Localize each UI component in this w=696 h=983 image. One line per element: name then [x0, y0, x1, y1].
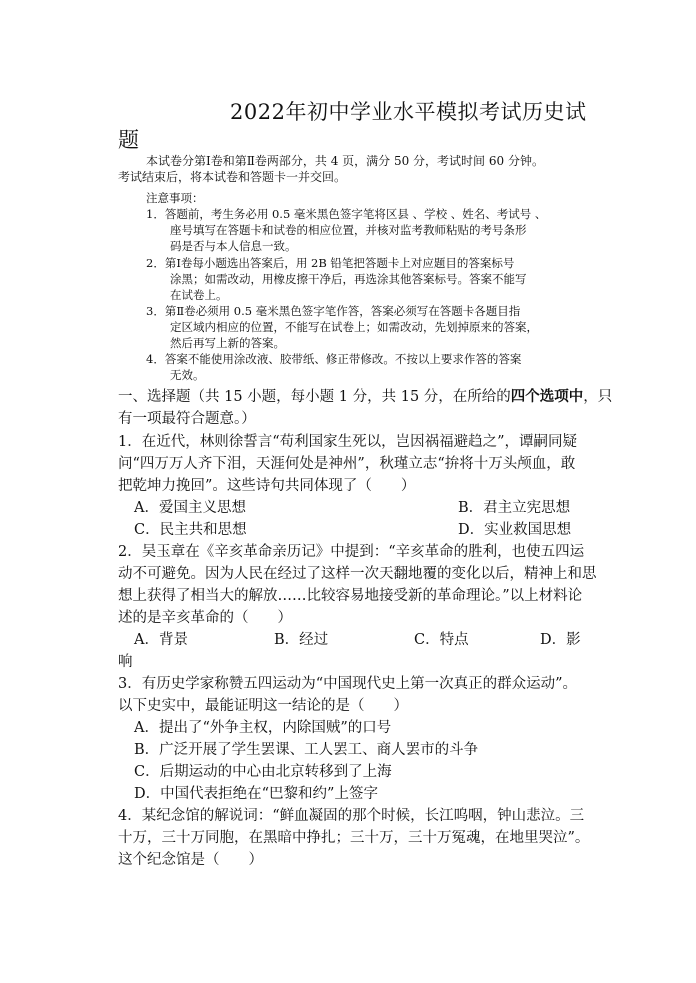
- q1-option-d: D．实业救国思想: [458, 522, 572, 538]
- note-1-line2: 座号填写在答题卡和试卷的相应位置，并核对监考教师粘贴的考号条形: [170, 223, 527, 237]
- q3-stem-line2: 以下史实中，最能证明这一结论的是（ ）: [118, 698, 408, 714]
- q2-stem-line2: 动不可避免。因为人民在经过了这样一次天翻地覆的变化以后，精神上和思: [118, 566, 597, 582]
- q2-option-d-continued: 响: [118, 654, 133, 670]
- section1-heading-post: ，只: [583, 389, 613, 405]
- q1-option-c: C．民主共和思想: [134, 522, 247, 538]
- q1-stem-line2: 问“四万万人齐下泪，天涯何处是神州”，秋瑾立志“拚将十万头颅血，敢: [118, 456, 576, 472]
- note-3-line1: 3．第Ⅱ卷必须用 0.5 毫米黑色签字笔作答，答案必须写在答题卡各题目指: [146, 304, 521, 318]
- notes-heading: 注意事项：: [146, 191, 204, 205]
- q1-stem-line3: 把乾坤力挽回”。这些诗句共同体现了（ ）: [118, 478, 416, 494]
- q2-option-a: A．背景: [134, 632, 188, 648]
- exam-title-line2: 题: [118, 128, 139, 152]
- section1-heading-bold: 四个选项中: [510, 388, 584, 405]
- q1-option-b: B．君主立宪思想: [458, 500, 571, 516]
- section1-heading-pre: 一、选择题（共 15 小题，每小题 1 分，共 15 分，在所给的: [118, 389, 511, 405]
- q4-stem-line1: 4．某纪念馆的解说词：“鲜血凝固的那个时候，长江呜咽，钟山悲泣。三: [118, 808, 585, 824]
- q4-stem-line2: 十万，三十万同胞，在黑暗中挣扎；三十万，三十万冤魂，在地里哭泣”。: [118, 830, 590, 846]
- q2-option-d: D．影: [540, 632, 581, 648]
- intro-line2: 考试结束后，将本试卷和答题卡一并交回。: [118, 170, 347, 184]
- exam-title-line1: 2022年初中学业水平模拟考试历史试: [230, 100, 587, 124]
- note-4-line1: 4．答案不能使用涂改液、胶带纸、修正带修改。不按以上要求作答的答案: [146, 352, 522, 366]
- intro-line1: 本试卷分第Ⅰ卷和第Ⅱ卷两部分，共 4 页，满分 50 分，考试时间 60 分钟。: [146, 154, 544, 168]
- note-3-line3: 然后再写上新的答案。: [170, 336, 285, 350]
- note-2-line2: 涂黑；如需改动，用橡皮擦干净后，再选涂其他答案标号。答案不能写: [170, 272, 527, 286]
- q3-option-b: B．广泛开展了学生罢课、工人罢工、商人罢市的斗争: [134, 742, 479, 758]
- q3-option-a: A．提出了“外争主权，内除国贼”的口号: [134, 720, 392, 736]
- note-1-line3: 码是否与本人信息一致。: [170, 239, 297, 253]
- section1-heading-line1: [118, 385, 612, 406]
- q3-option-c: C．后期运动的中心由北京转移到了上海: [134, 764, 392, 780]
- note-4-line2: 无效。: [170, 368, 205, 382]
- note-1-line1: 1．答题前，考生务必用 0.5 毫米黑色签字笔将区县 、学校 、姓名、考试号 、: [146, 207, 547, 221]
- q2-option-c: C．特点: [414, 632, 469, 648]
- q2-stem-line1: 2．吴玉章在《辛亥革命亲历记》中提到：“辛亥革命的胜利，也使五四运: [118, 544, 585, 560]
- q4-stem-line3: 这个纪念馆是（ ）: [118, 852, 263, 868]
- section1-heading-line2: 有一项最符合题意。）: [118, 411, 256, 427]
- q2-option-b: B．经过: [274, 632, 329, 648]
- q1-stem-line1: 1．在近代，林则徐誓言“苟利国家生死以，岂因祸福避趋之”，谭嗣同疑: [118, 434, 578, 450]
- q2-stem-line3: 想上获得了相当大的解放……比较容易地接受新的革命理论。”以上材料论: [118, 588, 583, 604]
- note-2-line1: 2．第Ⅰ卷每小题选出答案后，用 2B 铅笔把答题卡上对应题目的答案标号: [146, 256, 515, 270]
- note-2-line3: 在试卷上。: [170, 288, 228, 302]
- q1-option-a: A．爱国主义思想: [134, 500, 246, 516]
- q2-stem-line4: 述的是辛亥革命的（ ）: [118, 610, 292, 626]
- q3-stem-line1: 3．有历史学家称赞五四运动为“中国现代史上第一次真正的群众运动”。: [118, 676, 578, 692]
- note-3-line2: 定区域内相应的位置，不能写在试卷上；如需改动，先划掉原来的答案，: [170, 320, 538, 334]
- q3-option-d: D．中国代表拒绝在“巴黎和约”上签字: [134, 786, 378, 802]
